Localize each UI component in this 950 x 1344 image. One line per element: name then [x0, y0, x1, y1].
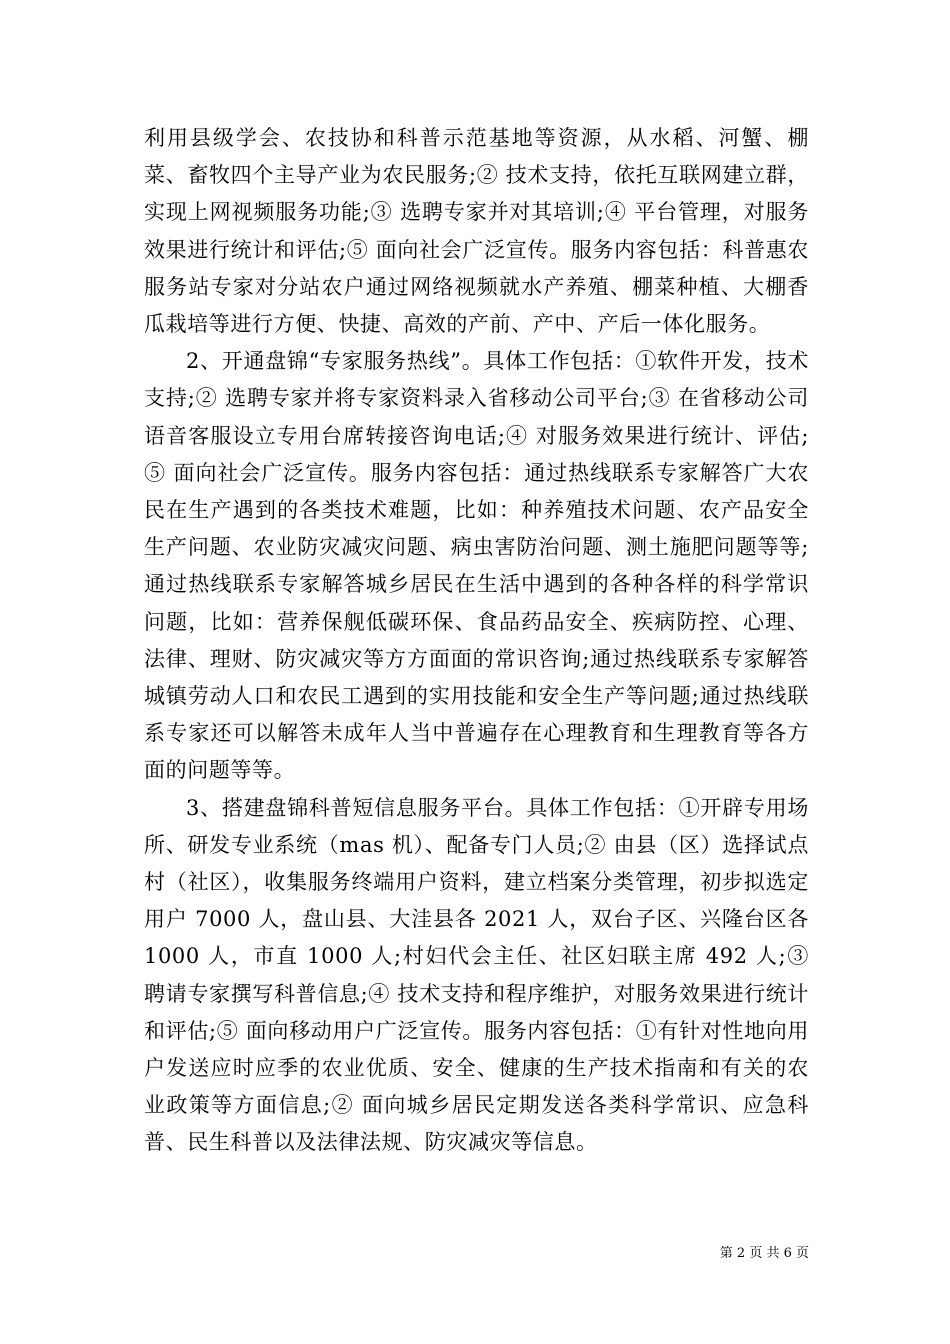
paragraph-1-continuation: 利用县级学会、农技协和科普示范基地等资源，从水稻、河蟹、棚菜、畜牧四个主导产业为农民服务;② 技术支持，依托互联网建立群，实现上网视频服务功能;③ 选聘专家并对其培训;④ 平台管理，对服务效果进行统计和评估;⑤ 面向社会广泛宣传。服务内容包括：科普惠农服务站专家对分站农户通过网络视频就水产养殖、棚菜种植、大棚香瓜栽培等进行方便、快捷、高效的产前、产中、产后一体化服务。 — [144, 126, 809, 337]
document-body — [144, 120, 809, 1162]
page-number-footer: 第 2 页 共 6 页 — [719, 1246, 809, 1261]
paragraph-2-expert-hotline: 2、开通盘锦“专家服务热线”。具体工作包括：①软件开发，技术支持;② 选聘专家并将专家资料录入省移动公司平台;③ 在省移动公司语音客服设立专用台席转接咨询电话;④ 对服务效果进行统计、评估;⑤ 面向社会广泛宣传。服务内容包括：通过热线联系专家解答广大农民在生产遇到的各类技术难题，比如：种养殖技术问题、农产品安全生产问题、农业防灾减灾问题、病虫害防治问题、测土施肥问题等等;通过热线联系专家解答城乡居民在生活中遇到的各种各样的科学常识问题，比如：营养保舰低碳环保、食品药品安全、疾病防控、心理、法律、理财、防灾减灾等方方面面的常识咨询;通过热线联系专家解答城镇劳动人口和农民工遇到的实用技能和安全生产等问题;通过热线联系专家还可以解答未成年人当中普遍存在心理教育和生理教育等各方面的问题等等。 — [144, 349, 809, 783]
paragraph-3-sms-platform: 3、搭建盘锦科普短信息服务平台。具体工作包括：①开辟专用场所、研发专业系统（mas 机）、配备专门人员;② 由县（区）选择试点村（社区），收集服务终端用户资料，建立档案分类管理，初步拟选定用户 7000 人，盘山县、大洼县各 2021 人，双台子区、兴隆台区各 1000 人，市直 1000 人;村妇代会主任、社区妇联主席 492 人;③ 聘请专家撰写科普信息;④ 技术支持和程序维护，对服务效果进行统计和评估;⑤ 面向移动用户广泛宣传。服务内容包括：①有针对性地向用户发送应时应季的农业优质、安全、健康的生产技术指南和有关的农业政策等方面信息;② 面向城乡居民定期发送各类科学常识、应急科普、民生科普以及法律法规、防灾减灾等信息。 — [144, 795, 809, 1155]
